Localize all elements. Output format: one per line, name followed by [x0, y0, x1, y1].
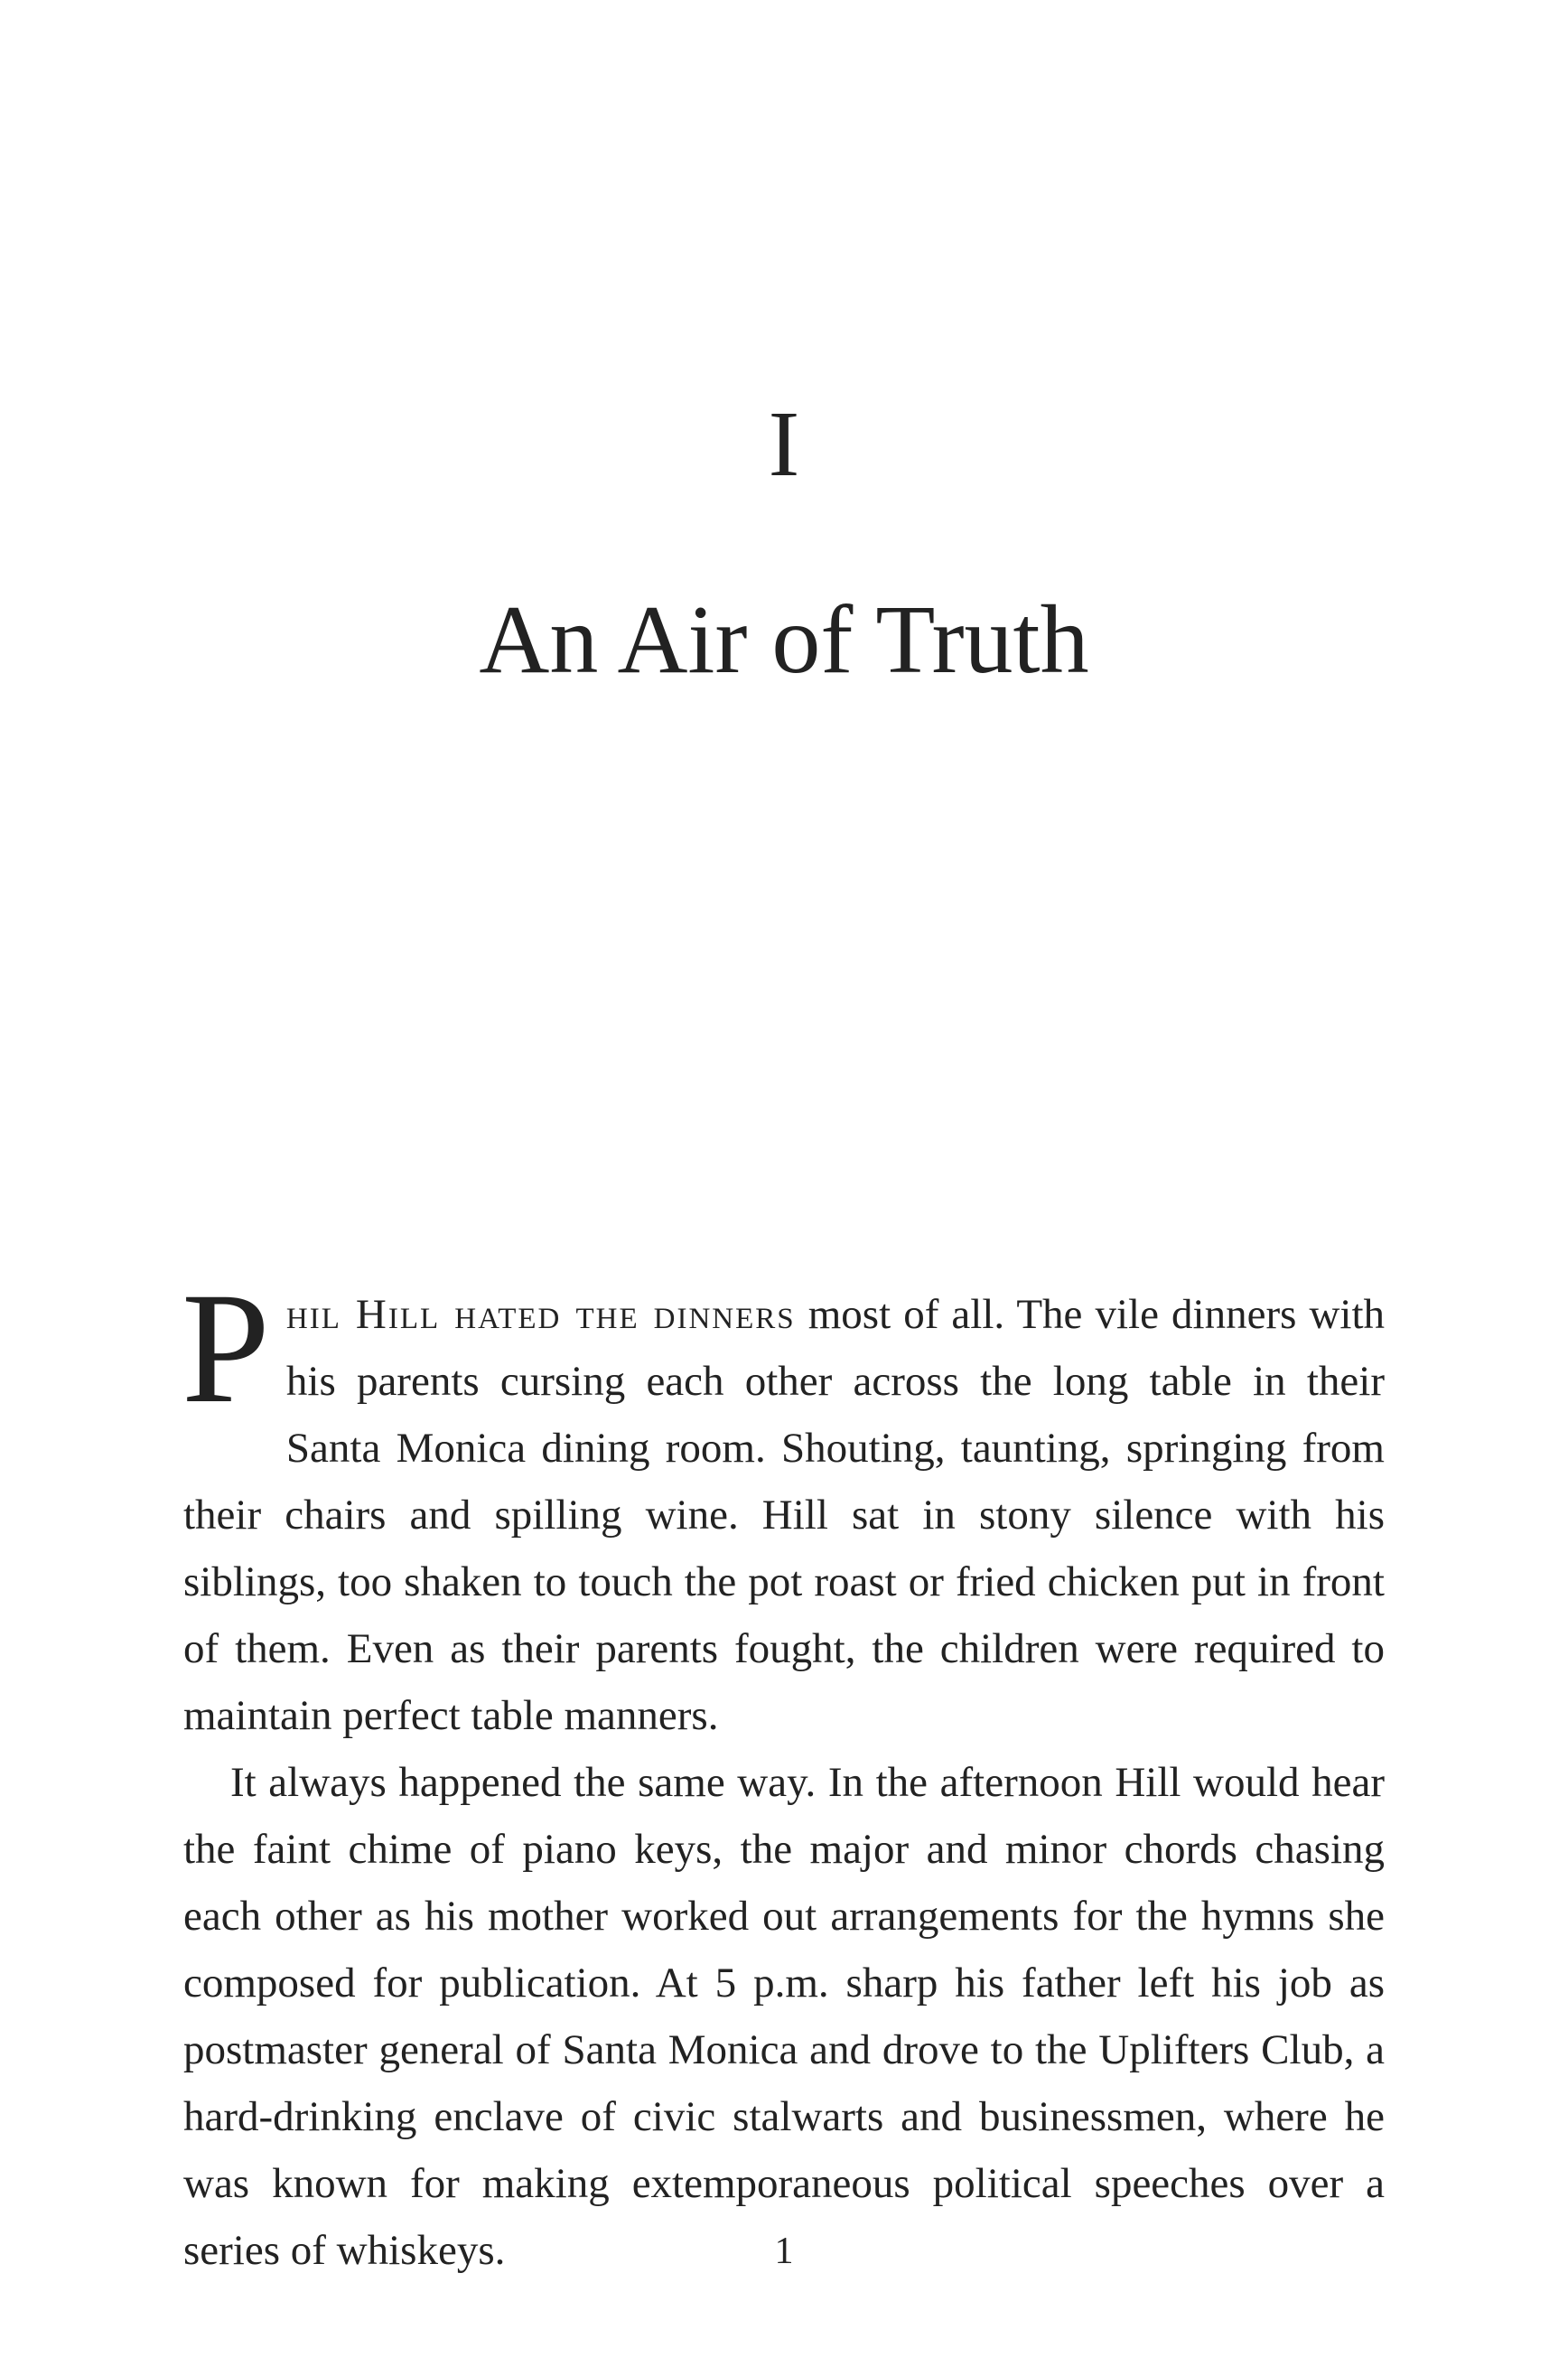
chapter-number: I	[768, 392, 800, 496]
chapter-title: An Air of Truth	[479, 586, 1089, 694]
drop-cap: P	[182, 1260, 270, 1436]
chapter-body	[182, 1260, 1386, 2284]
page-number: 1	[774, 2231, 794, 2272]
second-paragraph: It always happened the same way. In the afternoon Hill would hear the faint chime of piano keys, the major and minor chords chasing each other as his mother worked out arrangements for the hymns she composed for publication. At 5 p.m. sharp his father left his job as postmaster general of Santa Monica and drove to the Uplifters Club, a hard-drinking enclave of civic stalwarts and businessmen, where he was known for making extemporaneous political speeches over a series of whiskeys.	[183, 1759, 1385, 2274]
small-caps-lead: hil Hill hated the dinners	[285, 1291, 796, 1338]
opening-paragraph	[182, 1260, 1386, 1749]
opening-paragraph-text: most of all. The vile dinners with his parents cursing each other across the long table in their Santa Monica dining room. Shouting, taunting, springing from their chairs and spilling wine. Hill sat in stony silence with his siblings, too shaken to touch the pot roast or fried chicken put in front of them. Even as their parents fought, the children were required to maintain perfect table manners.	[183, 1291, 1386, 1739]
